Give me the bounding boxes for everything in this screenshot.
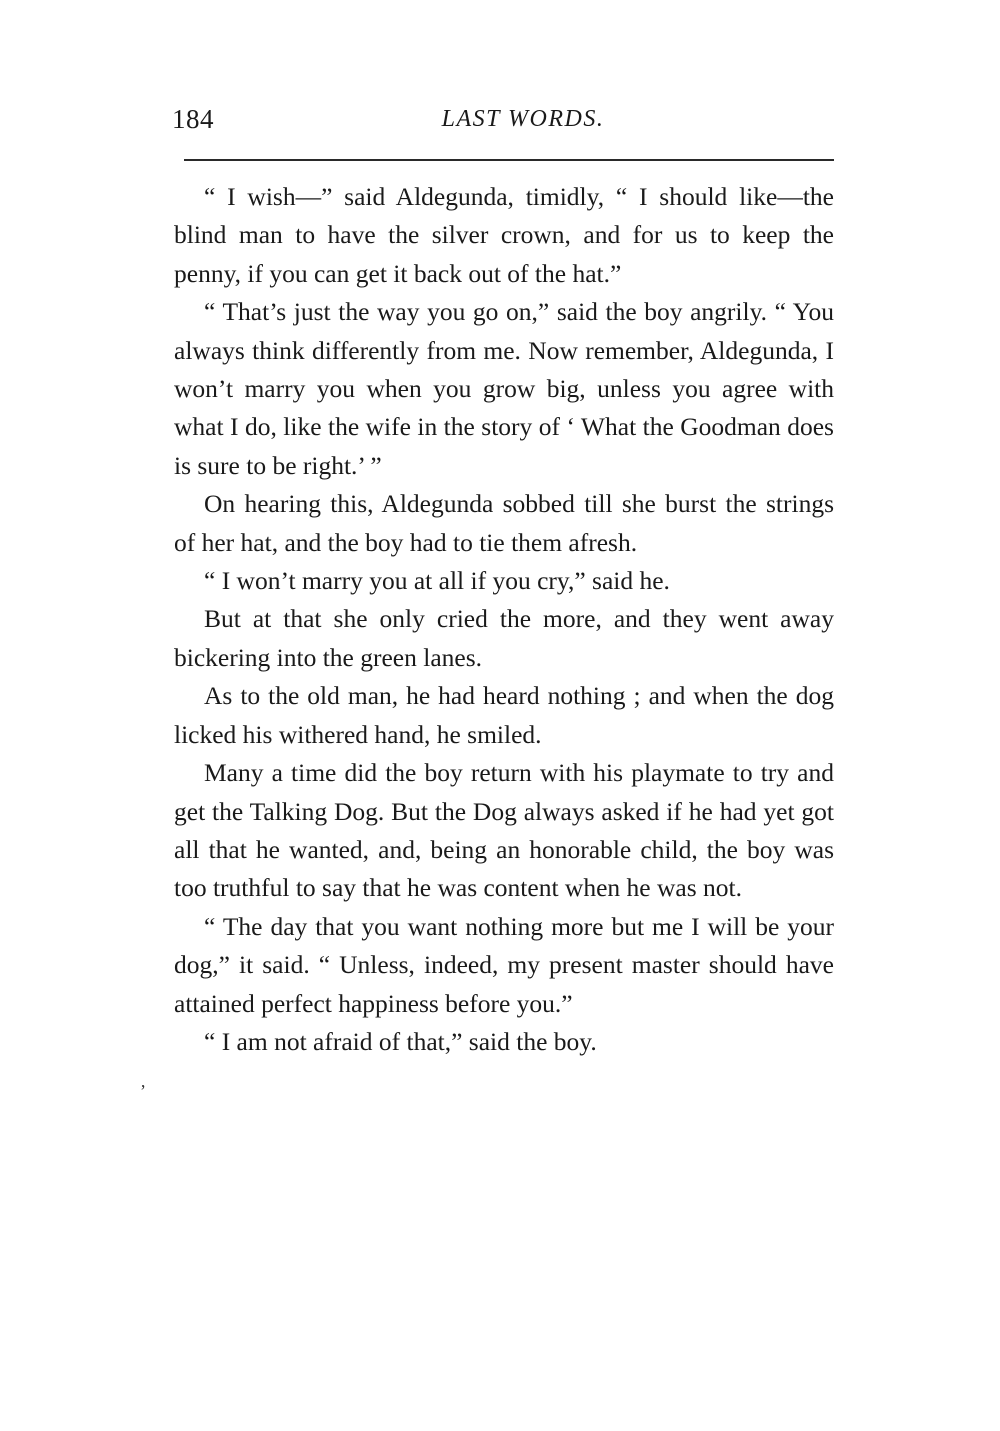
paragraph: But at that she only cried the more, and they went away bickering into the green lanes. <box>174 604 834 672</box>
header-rule <box>184 159 834 161</box>
paragraph: Many a time did the boy return with his playmate to try and get the Talking Dog. But the Dog always asked if he had yet got all that he wanted, and, being an honorable child, the boy was too truthful to say that he was content when he was not. <box>174 758 834 903</box>
paragraph: “ That’s just the way you go on,” said the boy angrily. “ You always think differently from me. Now remember, Aldegunda, I won’t marry you when you grow big, unless you agree with what I do, like the wife in the story of ‘ What the Goodman does is sure to be right.’ ” <box>174 297 834 480</box>
paragraph: “ I am not afraid of that,” said the boy. <box>204 1026 597 1056</box>
running-head: LAST WORDS. <box>441 106 605 132</box>
paragraph: As to the old man, he had heard nothing ; and when the dog licked his withered hand, he smiled. <box>174 681 834 749</box>
paragraph: “ The day that you want nothing more but me I will be your dog,” it said. “ Unless, indeed, my present master should have attained perfect happiness before you.” <box>174 911 834 1018</box>
body-text <box>174 178 834 1061</box>
page-number: 184 <box>172 104 214 134</box>
page-header <box>172 104 834 144</box>
paragraph: “ I won’t marry you at all if you cry,” said he. <box>204 566 670 596</box>
paragraph: “ I wish—” said Aldegunda, timidly, “ I should like—the blind man to have the silver crown, and for us to keep the penny, if you can get it back out of the hat.” <box>174 182 834 288</box>
paragraph: On hearing this, Aldegunda sobbed till she burst the strings of her hat, and the boy had to tie them afresh. <box>174 489 834 557</box>
margin-mark: ʼ <box>140 1081 146 1101</box>
